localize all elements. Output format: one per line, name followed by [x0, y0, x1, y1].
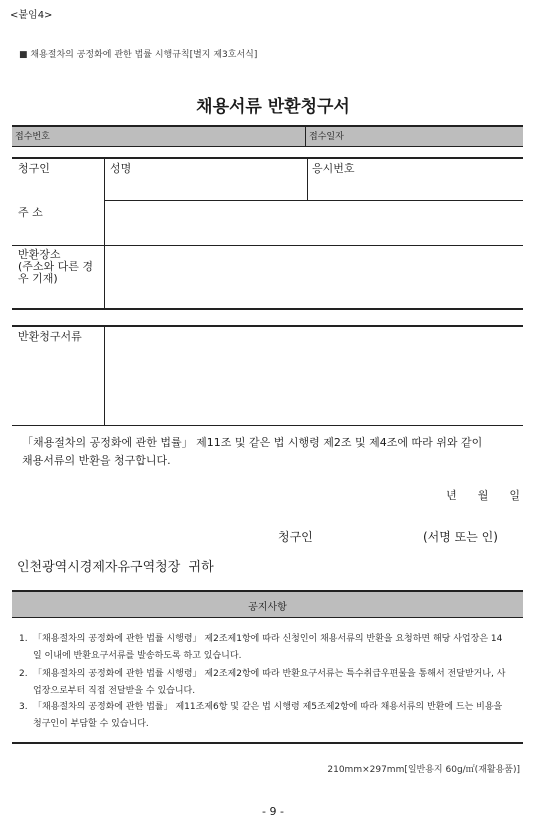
documents-divider — [104, 326, 105, 425]
notice-item-line2: 업장으로부터 직접 전달받을 수 있습니다. — [33, 686, 196, 696]
return-place-line3: 우 기재) — [18, 272, 58, 285]
notice-title: 공지사항 — [248, 602, 287, 613]
notice-item-number: 2. — [19, 669, 28, 679]
form-reference: ■ 채용절차의 공정화에 관한 법률 시행규칙[별지 제3호서식] — [19, 50, 258, 60]
statement — [22, 434, 522, 470]
name-label: 성명 — [110, 162, 132, 175]
receipt-number-label: 접수번호 — [15, 132, 50, 142]
notice-band-bottom — [12, 617, 523, 618]
name-row-bottom — [104, 200, 523, 201]
documents-label: 반환청구서류 — [18, 330, 82, 343]
signature-label: (서명 또는 인) — [423, 530, 498, 544]
page-number: - 9 - — [262, 805, 284, 818]
address-row-bottom — [12, 245, 523, 246]
name-exam-divider — [307, 158, 308, 200]
applicant-top-border — [12, 157, 523, 159]
receipt-band — [12, 126, 523, 146]
notice-top-border — [12, 590, 523, 592]
exam-number-label: 응시번호 — [312, 162, 355, 175]
notice-item-line1: 「채용절차의 공정화에 관한 법률 시행령」 제2조제2항에 따라 반환요구서류는 특수취급우편물을 통해서 전달받거나, 사 — [33, 669, 506, 679]
documents-bottom — [12, 425, 523, 426]
form-top-border — [12, 125, 523, 127]
address-label: 주 소 — [18, 206, 43, 219]
statement-line2: 채용서류의 반환을 청구합니다. — [22, 454, 171, 467]
claimant-label: 청구인 — [278, 530, 313, 544]
return-place-line2: (주소와 다른 경 — [18, 260, 94, 273]
receipt-band-bottom — [12, 146, 523, 147]
recipient: 인천광역시경제자유구역청장 귀하 — [17, 560, 214, 575]
form-title: 채용서류 반환청구서 — [196, 97, 350, 117]
return-place-bottom — [12, 308, 523, 310]
receipt-divider — [305, 126, 306, 146]
documents-top-border — [12, 325, 523, 327]
date-line: 년 월 일 — [446, 489, 520, 502]
return-place-label — [18, 249, 93, 285]
receipt-date-label: 접수일자 — [309, 132, 344, 142]
paper-spec: 210mm×297mm[일반용지 60g/㎡(재활용품)] — [327, 765, 520, 775]
notice-item-line2: 일 이내에 반환요구서류를 발송하도록 하고 있습니다. — [33, 651, 242, 661]
attachment-label: <붙임4> — [10, 10, 53, 21]
return-place-line1: 반환장소 — [18, 248, 61, 261]
notice-item-line1: 「채용절차의 공정화에 관한 법률」 제11조제6항 및 같은 법 시행령 제5조제2항에 따라 채용서류의 반환에 드는 비용을 — [33, 702, 503, 712]
notice-item-line1: 「채용절차의 공정화에 관한 법률 시행령」 제2조제1항에 따라 신청인이 채용서류의 반환을 요청하면 해당 사업장은 14 — [33, 634, 503, 644]
notice-item-line2: 청구인이 부담할 수 있습니다. — [33, 719, 149, 729]
label-column-divider — [104, 158, 105, 308]
notice-item-number: 3. — [19, 702, 28, 712]
applicant-section-label: 청구인 — [18, 162, 50, 175]
notice-item-number: 1. — [19, 634, 28, 644]
statement-line1: 「채용절차의 공정화에 관한 법률」 제11조 및 같은 법 시행령 제2조 및 제4조에 따라 위와 같이 — [22, 436, 483, 449]
form-bottom-border — [12, 742, 523, 744]
